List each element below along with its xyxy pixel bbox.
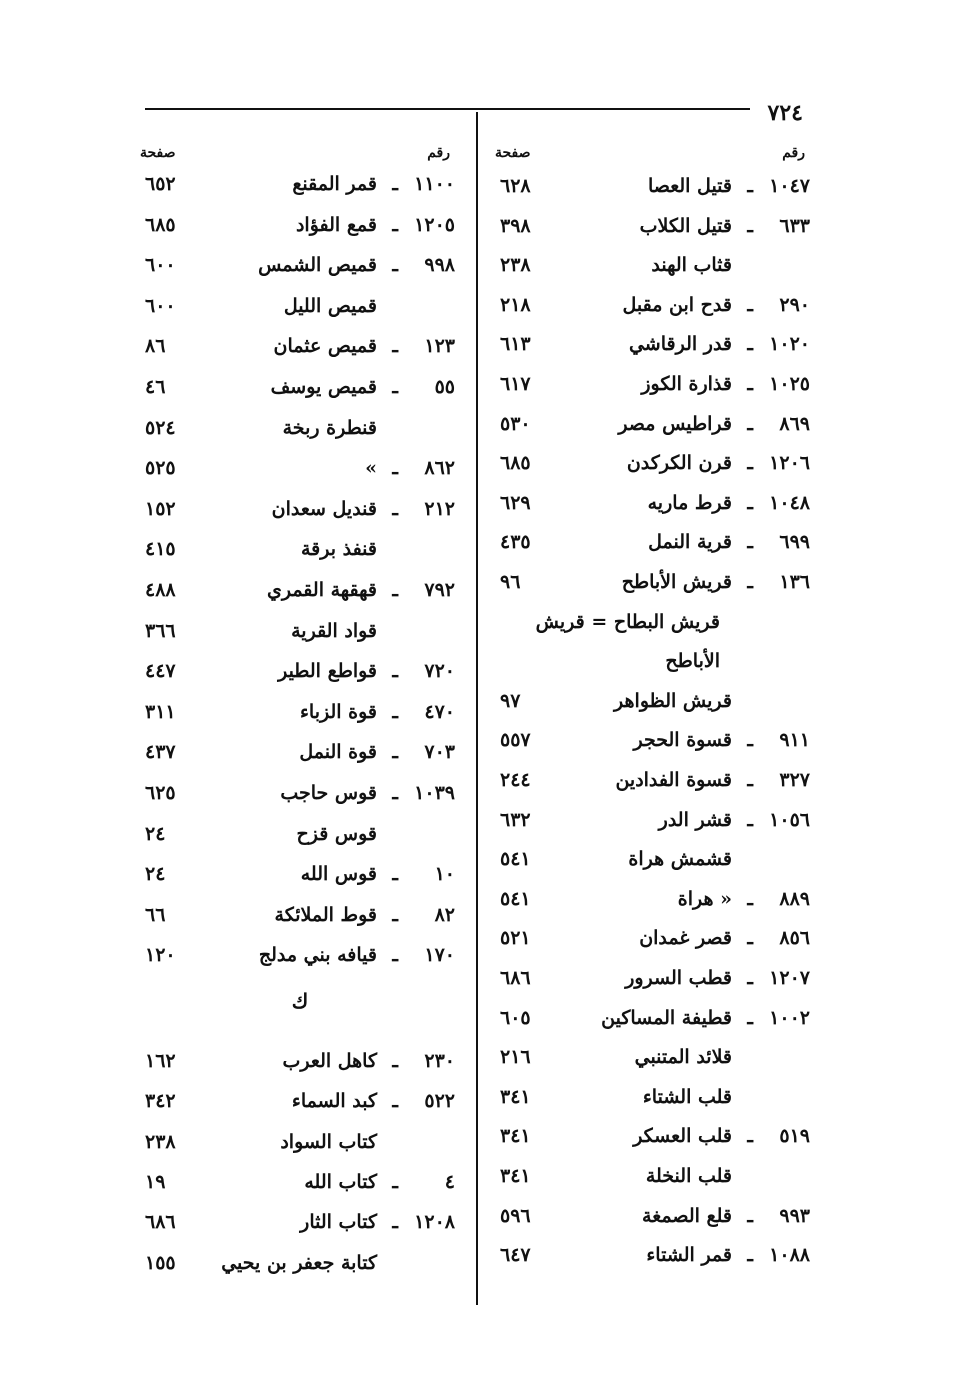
entry-page: ٦٨٥	[145, 214, 176, 236]
entry-page: ٢٤	[145, 823, 166, 845]
index-entry	[140, 493, 460, 525]
entry-term: قيافه بني مدلج	[258, 944, 377, 966]
entry-term: كاهل العرب	[282, 1050, 377, 1072]
entry-dash: ـ	[747, 729, 753, 751]
right-column-header	[495, 145, 815, 169]
index-entry	[495, 1041, 815, 1073]
entry-term: قتيل الكلاب	[639, 215, 732, 237]
entry-term: قريش الظواهر	[614, 690, 732, 712]
index-entry	[495, 645, 815, 677]
entry-number: ٥٥	[434, 376, 455, 398]
entry-dash: ـ	[747, 1244, 753, 1266]
index-entry	[495, 724, 815, 756]
entry-page: ٢٣٨	[500, 254, 531, 276]
entry-term: قثاب الهند	[651, 254, 732, 276]
entry-term: قلائد المتنبي	[634, 1046, 732, 1068]
index-entry	[495, 764, 815, 796]
index-entry	[140, 209, 460, 241]
entry-page: ٣٤١	[500, 1125, 531, 1147]
entry-dash: ـ	[747, 1125, 753, 1147]
entry-number: ٧٢٠	[424, 660, 455, 682]
entry-page: ٢٣٨	[145, 1131, 176, 1153]
entry-number: ١٢٣	[424, 335, 455, 357]
entry-dash: ـ	[747, 769, 753, 791]
entry-term: قدح ابن مقبل	[622, 294, 732, 316]
entry-page: ٥٢١	[500, 927, 531, 949]
index-entry	[140, 777, 460, 809]
entry-number: ٦٣٣	[779, 215, 810, 237]
index-entry	[495, 883, 815, 915]
entry-term: قدر الرقاشي	[628, 333, 732, 355]
entry-number: ١٠٣٩	[414, 782, 455, 804]
index-entry	[140, 655, 460, 687]
entry-page: ٣٦٦	[145, 620, 176, 642]
index-entry	[140, 574, 460, 606]
entry-dash: ـ	[392, 579, 398, 601]
entry-dash: ـ	[392, 498, 398, 520]
entry-dash: ـ	[747, 215, 753, 237]
entry-term: قنطرة ربخة	[282, 417, 377, 439]
entry-term: قشر الدر	[658, 809, 732, 831]
entry-term: قوس الله	[300, 863, 377, 885]
entry-page: ٢٤	[145, 863, 166, 885]
entry-page: ٩٧	[500, 690, 521, 712]
entry-dash: ـ	[392, 335, 398, 357]
entry-number: ١٠٤٨	[769, 492, 810, 514]
entry-page: ١٦٢	[145, 1050, 176, 1072]
entry-dash: ـ	[392, 173, 398, 195]
entry-number: ٢١٢	[424, 498, 455, 520]
entry-term: قميص الشمس	[258, 254, 377, 276]
page-number: ٧٢٤	[767, 100, 803, 126]
entry-term: قسوة الفدادين	[615, 769, 732, 791]
entry-page: ٦٢٥	[145, 782, 176, 804]
entry-page: ٦٢٩	[500, 492, 531, 514]
entry-term: قواطع الطير	[278, 660, 377, 682]
entry-dash: ـ	[392, 944, 398, 966]
entry-dash: ـ	[747, 1205, 753, 1227]
entry-term: قوس حاجب	[280, 782, 377, 804]
entry-dash: ـ	[392, 904, 398, 926]
entry-page: ٥٤١	[500, 888, 531, 910]
index-entry	[495, 210, 815, 242]
entry-dash: ـ	[747, 967, 753, 989]
entry-dash: ـ	[392, 863, 398, 885]
left-column-header	[140, 145, 460, 169]
entry-number: ٥١٩	[779, 1125, 810, 1147]
entry-term: قلب النخلة	[645, 1165, 732, 1187]
entry-term: قسوة الحجر	[633, 729, 732, 751]
entry-page: ٦٠٥	[500, 1007, 531, 1029]
entry-page: ٢٤٤	[500, 769, 531, 791]
index-entry	[495, 1002, 815, 1034]
entry-number: ٨٨٩	[779, 888, 810, 910]
index-entry	[495, 368, 815, 400]
entry-page: ٥٢٤	[145, 417, 176, 439]
entry-number: ١١٠٠	[414, 173, 455, 195]
entry-page: ١٥٥	[145, 1252, 176, 1274]
index-entry	[140, 939, 460, 971]
entry-number: ١٧٠	[424, 944, 455, 966]
entry-term: كتاب الثار	[300, 1211, 377, 1233]
entry-term: قوة الزباء	[299, 701, 377, 723]
entry-term: كتاب الله	[304, 1171, 377, 1193]
entry-dash: ـ	[392, 1171, 398, 1193]
entry-number: ٤٧٠	[424, 701, 455, 723]
entry-number: ٨٦٩	[779, 413, 810, 435]
entry-number: ٩٩٣	[779, 1205, 810, 1227]
entry-term: قميص يوسف	[270, 376, 377, 398]
entry-number: ١٣٦	[779, 571, 810, 593]
index-entry	[495, 606, 815, 638]
entry-term: قطب السرور	[625, 967, 732, 989]
entry-number: ١٠٥٦	[769, 809, 810, 831]
right-column	[495, 0, 815, 1400]
entry-page: ٦٠٠	[145, 295, 176, 317]
entry-term: كتاب السواد	[280, 1131, 377, 1153]
entry-term: قلب العسكر	[633, 1125, 732, 1147]
entry-number: ١٠٤٧	[769, 175, 810, 197]
index-entry	[495, 170, 815, 202]
entry-page: ٤٣٥	[500, 531, 531, 553]
index-entry	[140, 696, 460, 728]
entry-page: ١٥٢	[145, 498, 176, 520]
entry-dash: ـ	[392, 1050, 398, 1072]
entry-page: ٥٣٠	[500, 413, 531, 435]
index-entry	[495, 685, 815, 717]
entry-dash: ـ	[392, 1090, 398, 1112]
entry-number: ٦٩٩	[779, 531, 810, 553]
entry-number: ٨٢	[434, 904, 455, 926]
index-entry	[495, 408, 815, 440]
entry-dash: ـ	[747, 452, 753, 474]
entry-dash: ـ	[747, 175, 753, 197]
entry-term: قميص عثمان	[273, 335, 377, 357]
entry-page: ٦١٧	[500, 373, 531, 395]
index-entry	[495, 289, 815, 321]
index-entry	[140, 1045, 460, 1077]
entry-page: ٦١٣	[500, 333, 531, 355]
entry-dash: ـ	[392, 782, 398, 804]
entry-page: ٣٩٨	[500, 215, 531, 237]
index-entry	[140, 452, 460, 484]
entry-page: ٥٥٧	[500, 729, 531, 751]
entry-term: »	[365, 457, 377, 479]
entry-page: ٤٣٧	[145, 741, 176, 763]
entry-term: قرن الكركدن	[626, 452, 732, 474]
entry-term: قنديل سعدان	[271, 498, 377, 520]
index-entry	[140, 1206, 460, 1238]
entry-dash: ـ	[392, 660, 398, 682]
entry-term: قراطيس مصر	[618, 413, 732, 435]
entry-number: ٢٣٠	[424, 1050, 455, 1072]
index-entry	[495, 566, 815, 598]
index-entry	[140, 1085, 460, 1117]
entry-page: ٣٤١	[500, 1086, 531, 1108]
entry-term: قشمش هراة	[628, 848, 732, 870]
index-entry	[495, 1160, 815, 1192]
entry-dash: ـ	[392, 376, 398, 398]
index-entry	[140, 736, 460, 768]
entry-term: قوس قزح	[296, 823, 377, 845]
entry-term: قوط الملائكة	[274, 904, 377, 926]
entry-number: ١٢٠٨	[414, 1211, 455, 1233]
entry-page: ٢١٨	[500, 294, 531, 316]
index-entry	[140, 1126, 460, 1158]
entry-dash: ـ	[747, 571, 753, 593]
entry-number: ٧٠٣	[424, 741, 455, 763]
entry-term: قميص الليل	[283, 295, 377, 317]
entry-number: ٩٩٨	[424, 254, 455, 276]
left-column	[140, 0, 460, 1400]
entry-term: « هراة	[677, 888, 732, 910]
index-entry	[495, 487, 815, 519]
entry-page: ٩٦	[500, 571, 521, 593]
entry-page: ٦٢٨	[500, 175, 531, 197]
entry-page: ٤٦	[145, 376, 166, 398]
index-entry	[495, 962, 815, 994]
entry-page: ٦٦	[145, 904, 166, 926]
index-entry	[495, 1200, 815, 1232]
index-entry	[140, 899, 460, 931]
index-entry	[140, 371, 460, 403]
entry-dash: ـ	[747, 413, 753, 435]
index-entry	[140, 858, 460, 890]
entry-number: ٧٩٢	[424, 579, 455, 601]
entry-term: قهقهة القمري	[266, 579, 377, 601]
entry-term: قمع الفؤاد	[295, 214, 377, 236]
entry-dash: ـ	[392, 457, 398, 479]
entry-dash: ـ	[747, 531, 753, 553]
index-entry	[495, 1081, 815, 1113]
section-letter-kaf: ك	[291, 989, 309, 1013]
entry-number: ١٠٢٥	[769, 373, 810, 395]
entry-number: ١٢٠٦	[769, 452, 810, 474]
entry-term: قريش الأباطح	[621, 571, 732, 593]
entry-number: ٨٦٢	[424, 457, 455, 479]
entry-term: قذارة الكوز	[641, 373, 732, 395]
number-header: رقم	[427, 145, 450, 161]
entry-page: ٣٤١	[500, 1165, 531, 1187]
entry-term: كتابة جعفر بن يحيي	[221, 1252, 377, 1274]
entry-term: قرط ماريه	[647, 492, 732, 514]
index-entry	[140, 533, 460, 565]
entry-dash: ـ	[392, 254, 398, 276]
entry-page: ٦٨٥	[500, 452, 531, 474]
entry-number: ٩١١	[779, 729, 810, 751]
index-entry	[140, 290, 460, 322]
entry-page: ٥٤١	[500, 848, 531, 870]
index-entry	[495, 447, 815, 479]
index-entry	[140, 249, 460, 281]
entry-term: قمر الشتاء	[646, 1244, 732, 1266]
entry-term: قصر غمدان	[639, 927, 732, 949]
entry-term: قلع الصمغة	[642, 1205, 732, 1227]
entry-term: قمر المقنع	[292, 173, 377, 195]
entry-term: قوة النمل	[299, 741, 377, 763]
entry-dash: ـ	[747, 927, 753, 949]
entry-term: الأباطح	[665, 650, 720, 672]
index-entry	[140, 1166, 460, 1198]
entry-page: ١٢٠	[145, 944, 176, 966]
entry-dash: ـ	[747, 809, 753, 831]
entry-page: ٤٨٨	[145, 579, 176, 601]
entry-term: قتيل العصا	[647, 175, 732, 197]
entry-term: قرية النمل	[648, 531, 732, 553]
entry-page: ٦٨٦	[500, 967, 531, 989]
index-entry	[495, 249, 815, 281]
entry-number: ٢٩٠	[779, 294, 810, 316]
entry-page: ١٩	[145, 1171, 166, 1193]
entry-term: قطيفة المساكين	[601, 1007, 732, 1029]
entry-number: ٤	[444, 1171, 455, 1193]
entry-dash: ـ	[747, 373, 753, 395]
entry-dash: ـ	[392, 214, 398, 236]
index-entry	[495, 922, 815, 954]
entry-page: ٦٨٦	[145, 1211, 176, 1233]
index-entry	[140, 1247, 460, 1279]
entry-term: قواد القرية	[291, 620, 377, 642]
entry-term: قنفذ برقة	[300, 538, 377, 560]
page-header: صفحة	[495, 145, 531, 161]
entry-page: ٦٥٢	[145, 173, 176, 195]
index-entry	[495, 843, 815, 875]
entry-dash: ـ	[747, 888, 753, 910]
entry-page: ٥٢٥	[145, 457, 176, 479]
entry-page: ٣٤٢	[145, 1090, 176, 1112]
entry-page: ٤١٥	[145, 538, 176, 560]
entry-number: ١٠٠٢	[769, 1007, 810, 1029]
entry-page: ٣١١	[145, 701, 176, 723]
index-entry	[140, 818, 460, 850]
index-entry	[495, 328, 815, 360]
entry-page: ٦٤٧	[500, 1244, 531, 1266]
index-entry	[140, 615, 460, 647]
entry-dash: ـ	[747, 294, 753, 316]
entry-dash: ـ	[747, 333, 753, 355]
entry-page: ٢١٦	[500, 1046, 531, 1068]
entry-number: ٨٥٦	[779, 927, 810, 949]
entry-number: ١٠٢٠	[769, 333, 810, 355]
entry-page: ٦٣٢	[500, 809, 531, 831]
entry-page: ٦٠٠	[145, 254, 176, 276]
number-header: رقم	[782, 145, 805, 161]
entry-number: ١٠	[434, 863, 455, 885]
index-entry	[140, 330, 460, 362]
entry-number: ٣٢٧	[779, 769, 810, 791]
entry-page: ٤٤٧	[145, 660, 176, 682]
entry-dash: ـ	[747, 492, 753, 514]
entry-dash: ـ	[392, 741, 398, 763]
index-entry	[140, 412, 460, 444]
entry-dash: ـ	[392, 1211, 398, 1233]
entry-page: ٥٩٦	[500, 1205, 531, 1227]
index-entry	[495, 526, 815, 558]
entry-number: ١٠٨٨	[769, 1244, 810, 1266]
index-entry	[495, 1239, 815, 1271]
index-entry	[495, 1120, 815, 1152]
column-divider	[476, 112, 478, 1305]
entry-term: قريش البطاح = قريش	[535, 611, 720, 633]
entry-number: ١٢٠٧	[769, 967, 810, 989]
entry-term: قلب الشتاء	[642, 1086, 732, 1108]
entry-page: ٨٦	[145, 335, 166, 357]
entry-number: ٥٢٢	[424, 1090, 455, 1112]
index-entry	[140, 168, 460, 200]
page-header: صفحة	[140, 145, 176, 161]
entry-dash: ـ	[392, 701, 398, 723]
entry-term: كبد السماء	[291, 1090, 377, 1112]
entry-dash: ـ	[747, 1007, 753, 1029]
entry-number: ١٢٠٥	[414, 214, 455, 236]
index-entry	[495, 804, 815, 836]
